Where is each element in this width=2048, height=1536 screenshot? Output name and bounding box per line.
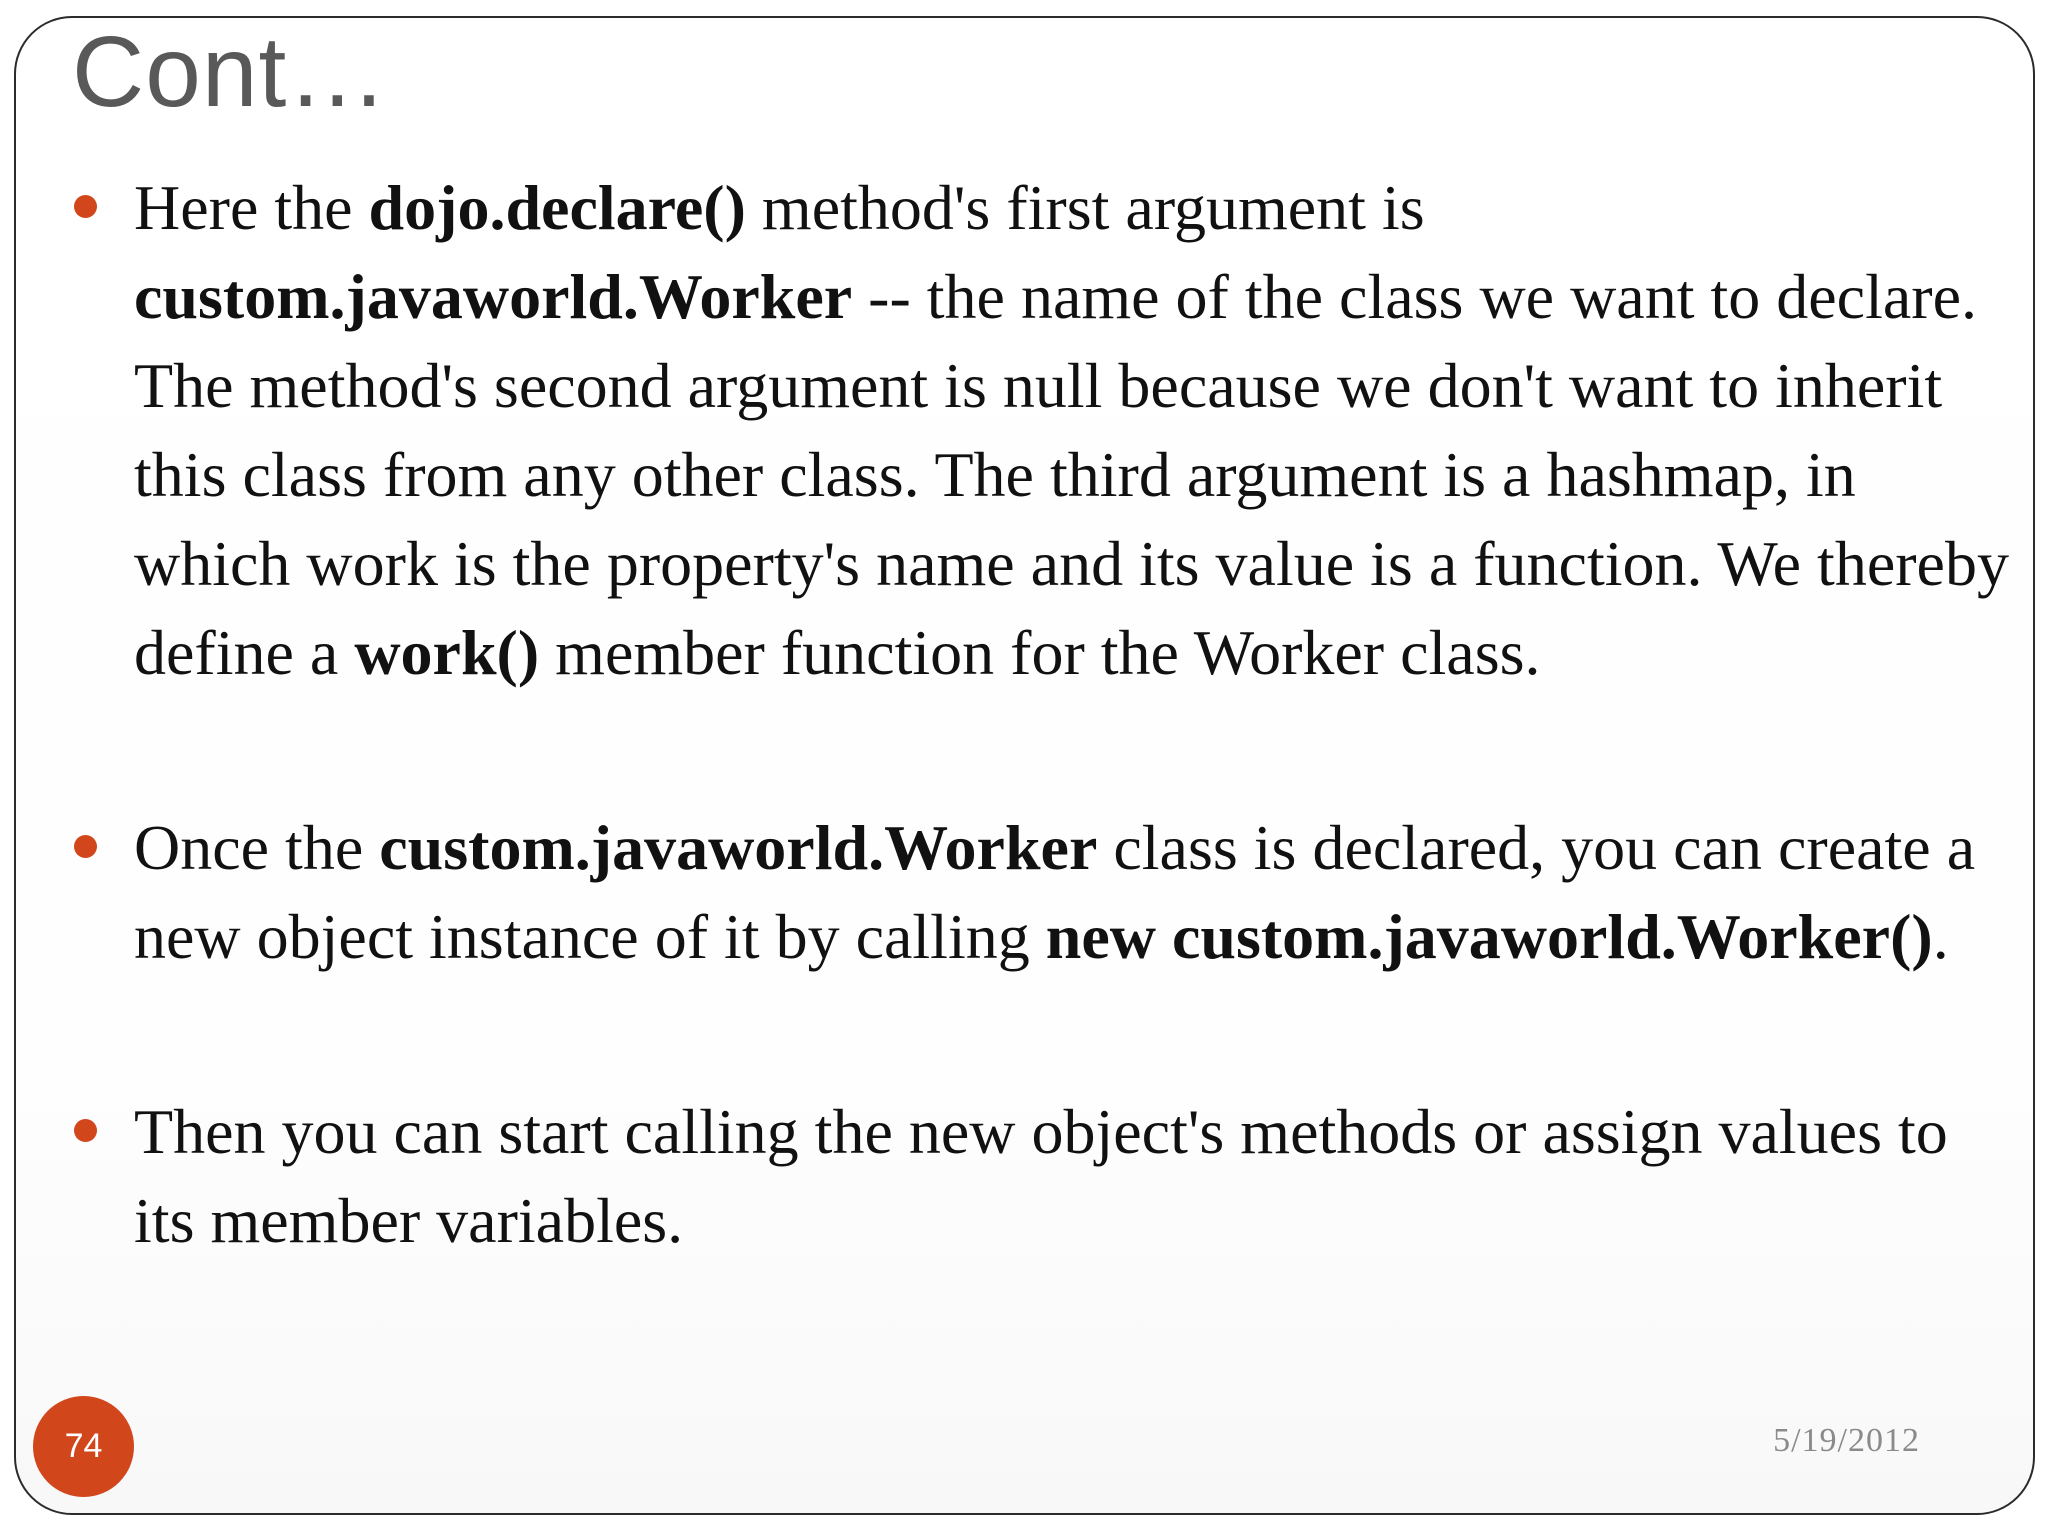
slide-date: 5/19/2012 <box>1773 1422 1920 1459</box>
text-run: . <box>1932 901 1949 972</box>
bullet-text <box>134 812 1975 972</box>
text-run: -- the name of the class we want to declare. The method's second argument is null because we don't want to inherit this class from any other class. The third argument is a hashmap, in which work is the property's name and its value is a function. We thereby define a <box>134 261 2009 688</box>
bullet-dot-icon <box>74 1119 97 1142</box>
code-term: custom.javaworld.Worker <box>134 261 853 332</box>
text-run: Here the <box>134 172 369 243</box>
bullet-dot-icon <box>74 195 97 218</box>
bullet-text <box>134 1096 1948 1256</box>
slide-title: Cont… <box>72 16 389 128</box>
text-run: class is declared, you can create a new object instance of it by calling <box>134 812 1976 972</box>
text-run: member function for the Worker class. <box>539 617 1541 688</box>
slide-number-badge: 74 <box>33 1396 134 1497</box>
text-run: Once the <box>134 812 380 883</box>
code-term: work() <box>354 617 540 688</box>
code-term: dojo.declare() <box>368 172 746 243</box>
code-term: custom.javaworld.Worker <box>379 812 1098 883</box>
bullet-dot-icon <box>74 835 97 858</box>
bullet-item-2 <box>134 803 2014 981</box>
bullet-text <box>134 172 2009 688</box>
bullet-item-3 <box>134 1087 2014 1265</box>
code-term: new custom.javaworld.Worker() <box>1045 901 1933 972</box>
text-run: Then you can start calling the new object's methods or assign values to its member variables. <box>134 1096 1948 1256</box>
bullet-item-1 <box>134 163 2014 697</box>
text-run: method's first argument is <box>745 172 1425 243</box>
